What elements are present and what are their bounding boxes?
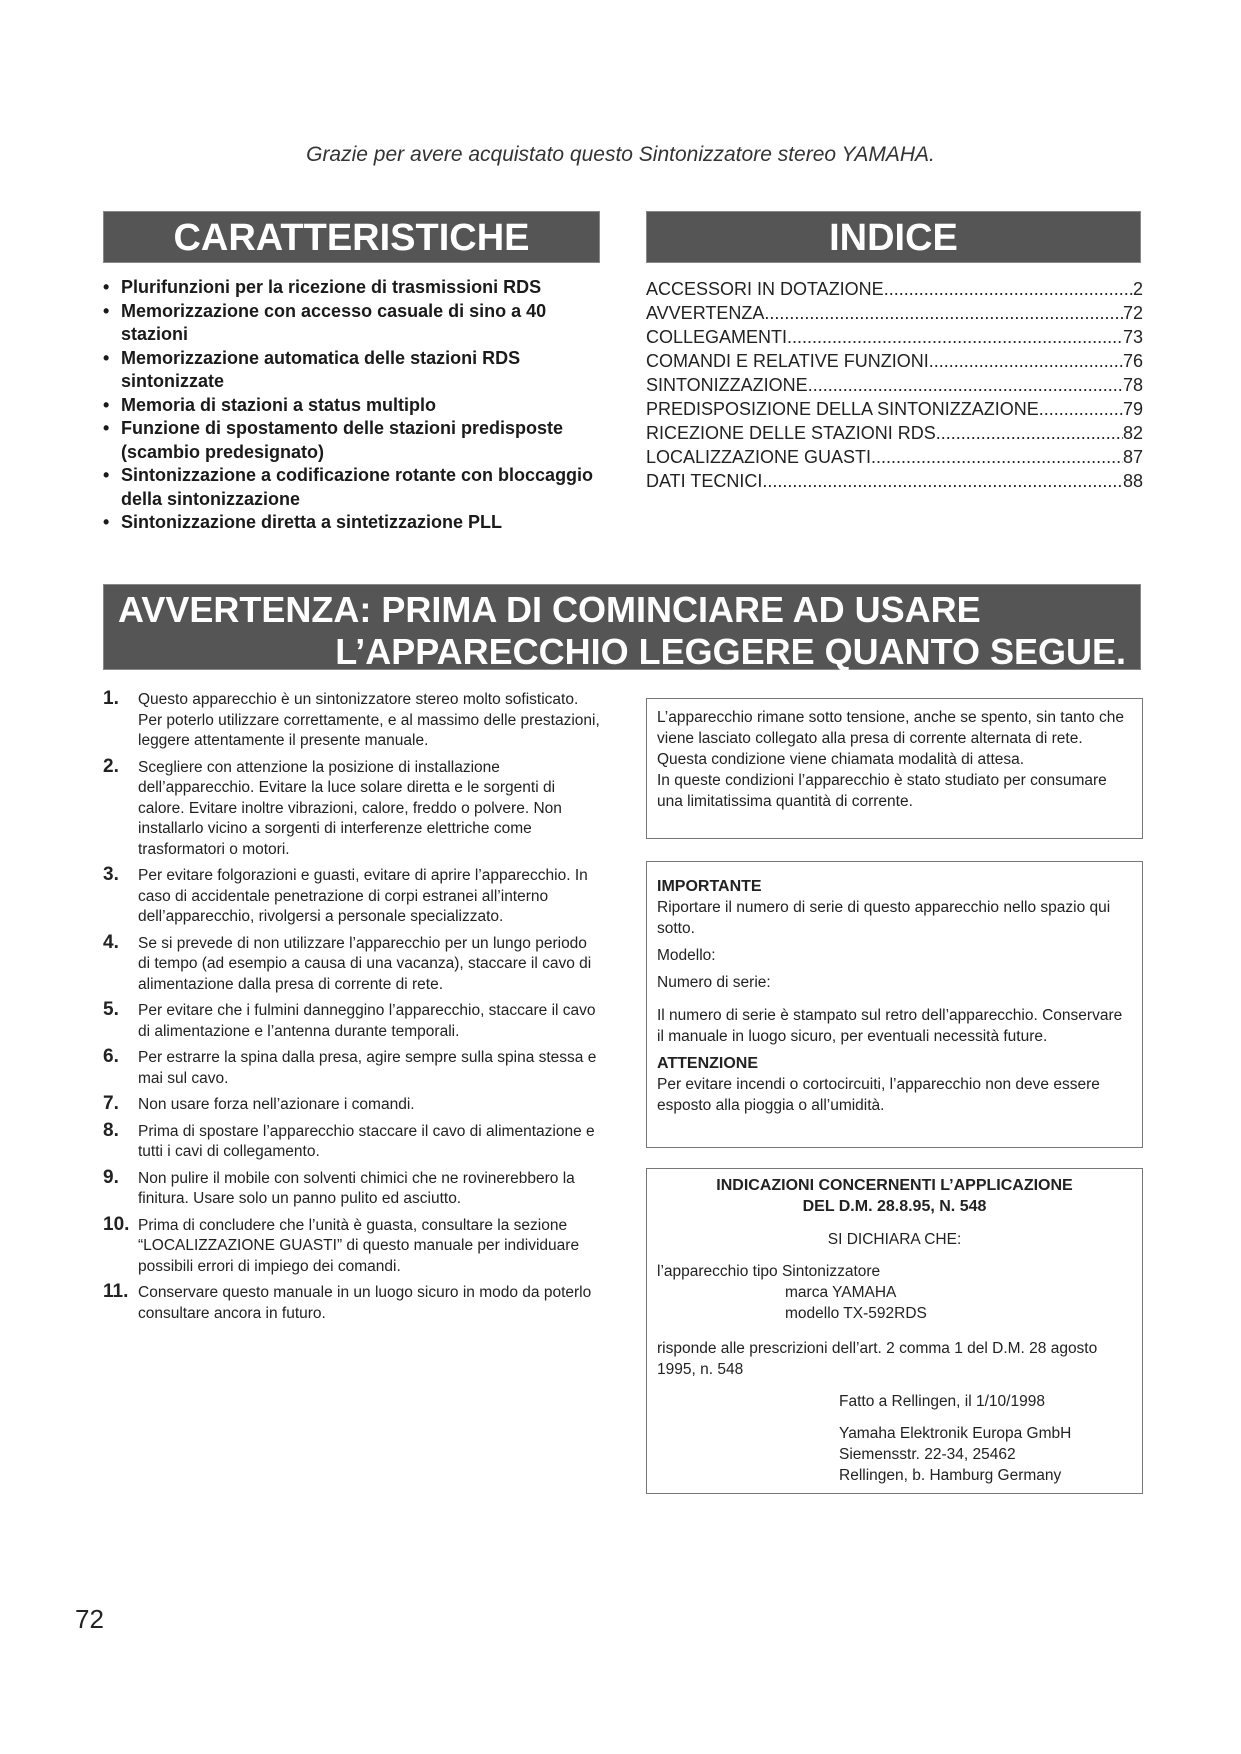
warning-step [103,1283,603,1324]
toc-leader [929,349,1123,373]
declaration-street: Siemensstr. 22-34, 25462 [839,1446,1016,1463]
step-number: 8. [103,1119,119,1141]
important-text: Riportare il numero di serie di questo apparecchio nello spazio qui sotto. [657,899,1111,937]
step-text: Conservare questo manuale in un luogo sicuro in modo da poterlo consultare ancora in futuro. [138,1284,592,1322]
toc-page: 78 [1122,375,1143,395]
feature-item: • Memoria di stazioni a status multiplo [103,394,603,418]
standby-note-box [646,698,1143,839]
toc-entry[interactable] [646,397,1143,421]
warning-step [103,1048,603,1089]
declaration-device: l’apparecchio tipo Sintonizzatore [657,1263,881,1280]
toc-page: 73 [1122,327,1143,347]
intro-text: Grazie per avere acquistato questo Sintonizzatore stereo YAMAHA. [306,143,935,166]
toc-entry[interactable] [646,301,1143,325]
step-text: Per estrarre la spina dalla presa, agire sempre sulla spina stessa e mai sul cavo. [138,1049,597,1087]
toc-title: COMANDI E RELATIVE FUNZIONI [646,351,929,371]
feature-item: • Sintonizzazione diretta a sintetizzazione PLL [103,511,603,535]
toc-title: ACCESSORI IN DOTAZIONE [646,279,884,299]
toc-entry[interactable] [646,325,1143,349]
feature-item: • Funzione di spostamento delle stazioni predisposte (scambio predesignato) [103,417,603,464]
important-heading: IMPORTANTE [657,878,762,895]
step-number: 1. [103,688,119,709]
warning-heading-line2: L’APPARECCHIO LEGGERE QUANTO SEGUE. [335,631,1126,672]
declaration-company: Yamaha Elektronik Europa GmbH [839,1425,1072,1442]
warning-heading-line1: AVVERTENZA: PRIMA DI COMINCIARE AD USARE [118,589,981,630]
toc-page: 2 [1132,279,1143,299]
important-box [646,861,1143,1148]
step-text: Per evitare che i fulmini danneggino l’apparecchio, staccare il cavo di alimentazione e l’antenna durante temporali. [138,1002,596,1040]
toc-leader [1039,397,1123,421]
toc-entry[interactable] [646,277,1143,301]
declaration-box [646,1168,1143,1494]
step-text: Scegliere con attenzione la posizione di installazione dell’apparecchio. Evitare la luce solare diretta e le sorgenti di calore. Evitare inoltre vibrazioni, calore, freddo o polvere. Non installarlo vicino a sorgenti di interferenze elettriche come trasformatori o motori. [138,758,562,858]
toc-title: DATI TECNICI [646,471,763,491]
step-number: 7. [103,1093,119,1114]
toc-page: 79 [1122,399,1143,419]
index-heading: INDICE [646,211,1141,263]
declaration-title-line1: INDICAZIONI CONCERNENTI L’APPLICAZIONE [716,1177,1073,1194]
attention-text: Per evitare incendi o cortocircuiti, l’apparecchio non deve essere esposto alla pioggia o all’umidità. [657,1076,1100,1114]
toc-title: SINTONIZZAZIONE [646,375,808,395]
toc-entry[interactable] [646,349,1143,373]
declaration-brand: marca YAMAHA [785,1284,897,1301]
toc-leader [764,301,1123,325]
warning-heading [103,584,1141,670]
declaration-title-line2: DEL D.M. 28.8.95, N. 548 [802,1198,987,1215]
declaration-model: modello TX-592RDS [785,1305,927,1322]
toc-entry[interactable] [646,421,1143,445]
step-text: Prima di concludere che l’unità è guasta, consultare la sezione “LOCALIZZAZIONE GUASTI” di questo manuale per individuare possibili errori di impiego dei comandi. [138,1216,580,1275]
toc-leader [787,325,1123,349]
declaration-place-date: Fatto a Rellingen, il 1/10/1998 [839,1393,1045,1410]
toc-title: RICEZIONE DELLE STAZIONI RDS [646,423,936,443]
model-label: Modello: [657,947,716,964]
page-number: 72 [75,1604,104,1634]
toc-leader [871,445,1123,469]
toc-entry[interactable] [646,445,1143,469]
toc-leader [762,469,1123,493]
feature-item: • Memorizzazione automatica delle stazioni RDS sintonizzate [103,347,603,394]
warning-steps [103,690,603,1330]
step-text: Se si prevede di non utilizzare l’apparecchio per un lungo periodo di tempo (ad esempio a causa di una vacanza), staccare il cavo di alimentazione dalla presa di corrente di rete. [138,934,592,993]
toc-page: 82 [1122,423,1143,443]
step-number: 10. [103,1213,130,1235]
attention-heading: ATTENZIONE [657,1055,759,1072]
toc-page: 87 [1122,447,1143,467]
step-text: Non pulire il mobile con solventi chimici che ne rovinerebbero la finitura. Usare solo un panno pulito ed asciutto. [138,1169,575,1207]
declaration-city: Rellingen, b. Hamburg Germany [839,1467,1062,1484]
feature-item: • Memorizzazione con accesso casuale di sino a 40 stazioni [103,300,603,347]
toc-page: 72 [1122,303,1143,323]
step-number: 2. [103,755,119,777]
warning-step [103,1213,603,1278]
serial-label: Numero di serie: [657,974,771,991]
step-text: Per evitare folgorazioni e guasti, evitare di aprire l’apparecchio. In caso di accidentale penetrazione di corpi estranei all’interno dell’apparecchio, rivolgersi a personale specializzato. [138,867,588,925]
warning-step [103,755,603,861]
toc-title: COLLEGAMENTI [646,327,788,347]
warning-step [103,1001,603,1042]
warning-step [103,866,603,928]
warning-step [103,931,603,996]
warning-step [103,1095,603,1116]
table-of-contents [646,277,1143,493]
features-list [103,276,603,535]
features-heading: CARATTERISTICHE [103,211,600,263]
declaration-declares: SI DICHIARA CHE: [827,1231,962,1248]
warning-step [103,1166,603,1210]
toc-page: 76 [1122,351,1143,371]
step-text: Questo apparecchio è un sintonizzatore stereo molto sofisticato. Per poterlo utilizzare correttamente, e al massimo delle prestazioni, leggere attentamente il presente manuale. [138,691,600,749]
step-number: 5. [103,999,119,1020]
toc-title: PREDISPOSIZIONE DELLA SINTONIZZAZIONE [646,399,1039,419]
step-number: 6. [103,1046,119,1067]
toc-title: LOCALIZZAZIONE GUASTI [646,447,872,467]
warning-step [103,1119,603,1163]
standby-note-p2: In queste condizioni l’apparecchio è stato studiato per consumare una limitatissima quantità di corrente. [657,772,1107,810]
toc-leader [936,421,1123,445]
toc-page: 88 [1122,471,1143,491]
warning-step [103,690,603,752]
toc-leader [884,277,1133,301]
step-number: 9. [103,1166,119,1188]
step-number: 11. [103,1281,129,1302]
serial-note: Il numero di serie è stampato sul retro dell’apparecchio. Conservare il manuale in luogo sicuro, per eventuali necessità future. [657,1007,1123,1045]
toc-entry[interactable] [646,469,1143,493]
toc-entry[interactable] [646,373,1143,397]
toc-leader [808,373,1123,397]
step-text: Prima di spostare l’apparecchio staccare il cavo di alimentazione e tutti i cavi di collegamento. [138,1122,595,1160]
step-number: 4. [103,931,119,953]
step-number: 3. [103,864,119,885]
step-text: Non usare forza nell’azionare i comandi. [138,1096,415,1113]
toc-title: AVVERTENZA [646,303,765,323]
standby-note-p1: L’apparecchio rimane sotto tensione, anche se spento, sin tanto che viene lasciato collegato alla presa di corrente alternata di rete. Questa condizione viene chiamata modalità di attesa. [657,709,1125,768]
feature-item: • Plurifunzioni per la ricezione di trasmissioni RDS [103,276,603,300]
feature-item: • Sintonizzazione a codificazione rotante con bloccaggio della sintonizzazione [103,464,603,511]
declaration-compliance: risponde alle prescrizioni dell’art. 2 comma 1 del D.M. 28 agosto 1995, n. 548 [657,1340,1098,1378]
